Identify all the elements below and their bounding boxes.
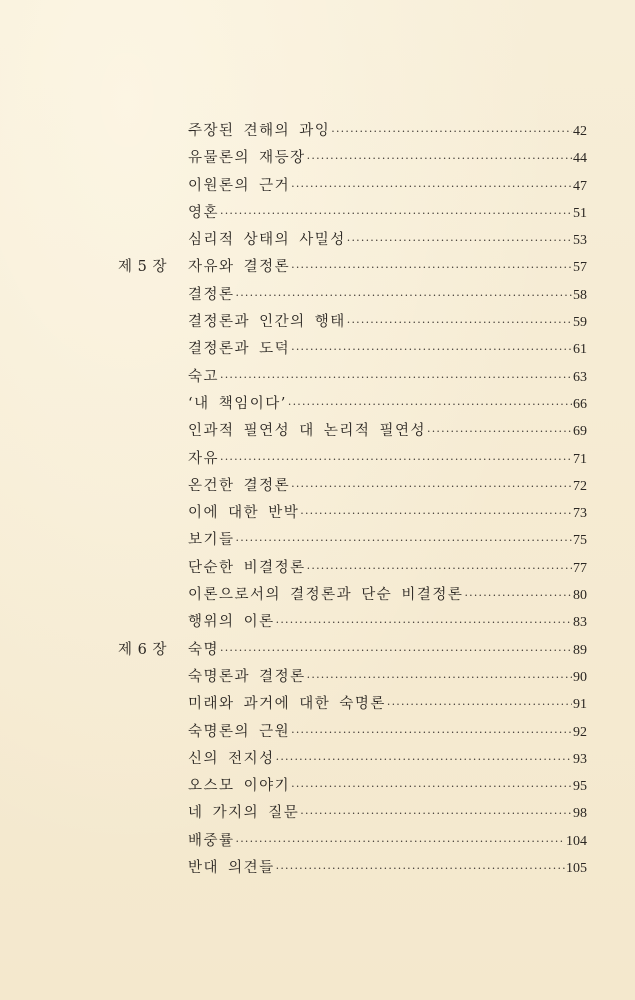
section-title: 자유와 결정론 — [188, 259, 291, 276]
dot-leader — [220, 364, 572, 391]
dot-leader — [291, 473, 572, 500]
toc-entry — [188, 828, 587, 855]
page-number: 51 — [573, 205, 587, 221]
toc-row — [0, 500, 635, 527]
dot-leader — [347, 227, 572, 254]
dot-leader — [307, 664, 572, 691]
dot-leader — [347, 309, 572, 336]
page-number: 63 — [573, 369, 587, 385]
dot-leader — [276, 746, 572, 773]
toc-entry — [188, 254, 587, 281]
page-number: 42 — [573, 124, 587, 139]
toc-entry — [188, 637, 587, 664]
toc-row — [0, 828, 635, 855]
section-title: 자유 — [188, 450, 220, 467]
section-title: 숙고 — [188, 368, 220, 385]
toc-row — [0, 118, 635, 145]
toc-row — [0, 446, 635, 473]
page-number: 71 — [573, 451, 587, 467]
toc-row — [0, 800, 635, 827]
page-number: 58 — [573, 287, 587, 303]
section-title: 행위의 이론 — [188, 614, 275, 631]
page-number: 61 — [573, 342, 587, 358]
toc-entry — [188, 855, 587, 882]
toc-row — [0, 719, 635, 746]
toc-row — [0, 145, 635, 172]
toc-entry — [188, 800, 587, 827]
toc-entry — [188, 527, 587, 554]
toc-entry — [188, 609, 587, 636]
page-number: 90 — [573, 669, 587, 685]
toc-entry — [188, 582, 587, 609]
page-number: 98 — [573, 806, 587, 822]
toc-entry — [188, 336, 587, 363]
chapter-label: 제 5 장 — [118, 259, 167, 276]
dot-leader — [220, 446, 572, 473]
toc-row — [0, 336, 635, 363]
toc-entry — [188, 145, 587, 172]
dot-leader — [307, 145, 572, 172]
dot-leader — [236, 282, 572, 309]
page-number: 75 — [573, 533, 587, 549]
page-number: 105 — [566, 861, 587, 877]
page-number: 44 — [573, 151, 587, 167]
dot-leader — [291, 254, 572, 281]
section-title: 반대 의견들 — [188, 860, 275, 877]
toc-entry — [188, 227, 587, 254]
dot-leader — [236, 828, 565, 855]
dot-leader — [387, 691, 572, 718]
page-number: 59 — [573, 315, 587, 331]
dot-leader — [307, 555, 572, 582]
section-title: ‘내 책임이다’ — [188, 395, 287, 412]
toc-row — [0, 664, 635, 691]
section-title: 주장된 견해의 과잉 — [188, 123, 331, 139]
page-number: 77 — [573, 560, 587, 576]
page-number: 95 — [573, 779, 587, 795]
toc-entry — [188, 719, 587, 746]
page-number: 92 — [573, 724, 587, 740]
section-title: 보기들 — [188, 532, 235, 549]
section-title: 결정론과 도덕 — [188, 341, 291, 358]
page-number: 57 — [573, 260, 587, 276]
section-title: 온건한 결정론 — [188, 477, 291, 494]
section-title: 심리적 상태의 사밀성 — [188, 232, 346, 249]
toc-row — [0, 282, 635, 309]
page-number: 47 — [573, 178, 587, 194]
page-number: 53 — [573, 233, 587, 249]
page-number: 104 — [566, 833, 587, 849]
toc-entry — [188, 664, 587, 691]
dot-leader — [220, 200, 572, 227]
toc-entry — [188, 473, 587, 500]
toc-entry — [188, 418, 587, 445]
toc-entry — [188, 773, 587, 800]
dot-leader — [291, 336, 572, 363]
dot-leader — [300, 500, 572, 527]
toc-entry — [188, 173, 587, 200]
page-number: 91 — [573, 697, 587, 713]
toc-row — [0, 609, 635, 636]
dot-leader — [288, 391, 572, 418]
toc-row — [0, 254, 635, 281]
page-number: 83 — [573, 615, 587, 631]
dot-leader — [291, 173, 572, 200]
toc-entry — [188, 691, 587, 718]
toc-row — [0, 227, 635, 254]
section-title: 숙명론과 결정론 — [188, 668, 306, 685]
dot-leader — [276, 855, 565, 882]
section-title: 오스모 이야기 — [188, 778, 291, 795]
dot-leader — [331, 118, 572, 145]
section-title: 단순한 비결정론 — [188, 559, 306, 576]
toc-entry — [188, 500, 587, 527]
toc-row — [0, 173, 635, 200]
dot-leader — [300, 800, 572, 827]
section-title: 숙명 — [188, 641, 220, 658]
toc-entry — [188, 364, 587, 391]
toc-row — [0, 691, 635, 718]
toc-row — [0, 855, 635, 882]
table-of-contents — [0, 118, 635, 882]
toc-entry — [188, 746, 587, 773]
page-number: 69 — [573, 424, 587, 440]
toc-row — [0, 200, 635, 227]
dot-leader — [291, 773, 572, 800]
page-number: 72 — [573, 478, 587, 494]
toc-row — [0, 473, 635, 500]
section-title: 신의 전지성 — [188, 750, 275, 767]
toc-entry — [188, 446, 587, 473]
page-number: 80 — [573, 588, 587, 604]
dot-leader — [427, 418, 572, 445]
toc-entry — [188, 555, 587, 582]
dot-leader — [236, 527, 572, 554]
section-title: 숙명론의 근원 — [188, 723, 291, 740]
toc-row — [0, 391, 635, 418]
section-title: 인과적 필연성 대 논리적 필연성 — [188, 423, 427, 440]
section-title: 결정론과 인간의 행태 — [188, 314, 346, 331]
toc-row — [0, 637, 635, 664]
toc-row — [0, 582, 635, 609]
dot-leader — [291, 719, 572, 746]
chapter-label: 제 6 장 — [118, 641, 167, 658]
toc-row — [0, 555, 635, 582]
section-title: 배중률 — [188, 832, 235, 849]
toc-row — [0, 364, 635, 391]
toc-entry — [188, 282, 587, 309]
section-title: 이원론의 근거 — [188, 177, 291, 194]
toc-entry — [188, 118, 587, 145]
page-number: 73 — [573, 506, 587, 522]
section-title: 유물론의 재등장 — [188, 150, 306, 167]
page-number: 66 — [573, 396, 587, 412]
section-title: 이론으로서의 결정론과 단순 비결정론 — [188, 587, 464, 604]
section-title: 이에 대한 반박 — [188, 505, 300, 522]
toc-row — [0, 773, 635, 800]
toc-entry — [188, 309, 587, 336]
toc-row — [0, 746, 635, 773]
section-title: 미래와 과거에 대한 숙명론 — [188, 696, 386, 713]
page-number: 89 — [573, 642, 587, 658]
dot-leader — [464, 582, 572, 609]
toc-entry — [188, 200, 587, 227]
toc-row — [0, 309, 635, 336]
dot-leader — [276, 609, 572, 636]
toc-row — [0, 418, 635, 445]
section-title: 네 가지의 질문 — [188, 805, 300, 822]
dot-leader — [220, 637, 572, 664]
page-number: 93 — [573, 751, 587, 767]
toc-entry — [188, 391, 587, 418]
section-title: 영혼 — [188, 204, 220, 221]
toc-row — [0, 527, 635, 554]
section-title: 결정론 — [188, 286, 235, 303]
